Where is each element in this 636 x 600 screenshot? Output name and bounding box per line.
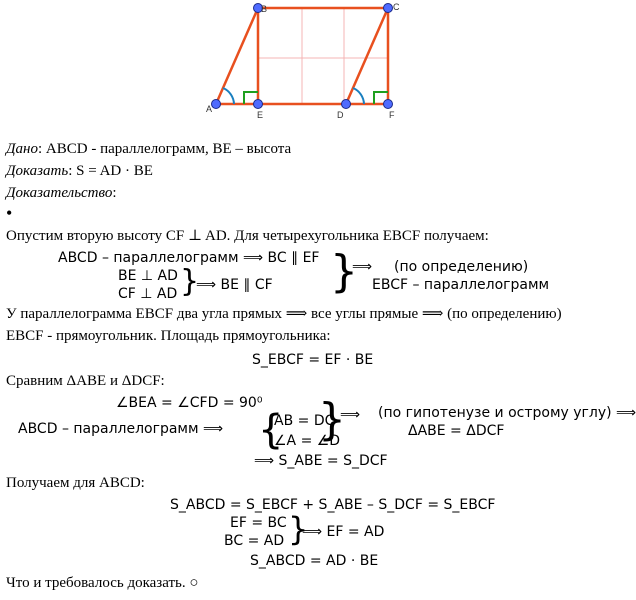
s2-line2a: ABCD – параллелограмм ⟹ — [18, 421, 224, 437]
label-d: D — [337, 110, 344, 120]
point-d — [342, 100, 351, 109]
paragraph-5: Получаем для ABCD: — [6, 475, 145, 491]
prove-label: Доказать — [6, 163, 69, 179]
label-b: B — [261, 4, 268, 14]
point-a — [212, 100, 221, 109]
s2-line2b: AB = DC — [274, 413, 335, 429]
conclusion: Что и требовалось доказать. ○ — [6, 575, 199, 591]
given-label: Дано — [6, 141, 38, 157]
point-e — [254, 100, 263, 109]
s1-right2: EBCF – параллелограмм — [372, 277, 550, 293]
prove-line — [6, 162, 153, 180]
s3-line2c: ⟹ EF = AD — [302, 524, 385, 540]
s1-brace-large: } — [330, 246, 358, 297]
s1-line2c: ⟹ BE ∥ CF — [196, 277, 273, 293]
s2-right1: (по гипотенузе и острому углу) ⟹ — [378, 405, 636, 421]
proof-label: Доказательство — [6, 185, 113, 201]
s2-arrow: ⟹ — [340, 407, 361, 423]
paragraph-2: У параллелограмма EBCF два угла прямых ⟹ все углы прямые ⟹ (по определению) — [6, 306, 562, 322]
point-f — [384, 100, 393, 109]
s2-brace-open: { — [258, 407, 284, 453]
paragraph-4: Сравним ΔABE и ΔDCF: — [6, 373, 165, 389]
label-f: F — [389, 110, 395, 120]
point-c — [384, 4, 393, 13]
s3-line2a: EF = BC — [230, 515, 287, 531]
given-text: : ABCD - параллелограмм, BE – высота — [38, 141, 292, 157]
area-ebcf: S_EBCF = EF · BE — [252, 352, 374, 368]
prove-text: : S = AD · BE — [68, 163, 153, 179]
s2-line1: ∠BEA = ∠CFD = 90⁰ — [116, 395, 263, 411]
s1-brace-small: } — [180, 264, 200, 299]
angle-d-arc — [353, 88, 364, 104]
s3-line2b: BC = AD — [224, 533, 285, 549]
s2-line3: ⟹ S_ABE = S_DCF — [254, 453, 388, 469]
s3-brace: } — [288, 510, 309, 548]
s2-brace-close: } — [318, 394, 346, 445]
paragraph-3: EBCF - прямоугольник. Площадь прямоугольника: — [6, 328, 331, 344]
s3-line1: S_ABCD = S_EBCF + S_ABE – S_DCF = S_EBCF — [170, 497, 496, 513]
s1-right1: (по определению) — [394, 259, 529, 275]
s3-line3: S_ABCD = AD · BE — [250, 553, 379, 569]
s2-right2: ΔABE = ΔDCF — [408, 423, 505, 439]
s1-line2b: CF ⊥ AD — [118, 286, 178, 302]
paragraph-1: Опустим вторую высоту CF ⊥ AD. Для четырехугольника EBCF получаем: — [6, 228, 489, 244]
label-e: E — [257, 110, 264, 120]
given-line — [6, 140, 291, 158]
s2-line2c: ∠A = ∠D — [274, 433, 341, 449]
label-c: C — [393, 2, 400, 12]
label-a: A — [206, 104, 213, 114]
proof-colon: : — [112, 185, 117, 201]
bullet: • — [6, 203, 13, 223]
s1-arrow: ⟹ — [352, 259, 373, 275]
angle-a-arc — [223, 88, 234, 104]
parallelogram-figure — [0, 0, 600, 140]
s1-line2a: BE ⊥ AD — [118, 268, 178, 284]
s1-line1: ABCD – параллелограмм ⟹ BC ∥ EF — [58, 250, 320, 266]
proof-heading — [6, 184, 117, 202]
